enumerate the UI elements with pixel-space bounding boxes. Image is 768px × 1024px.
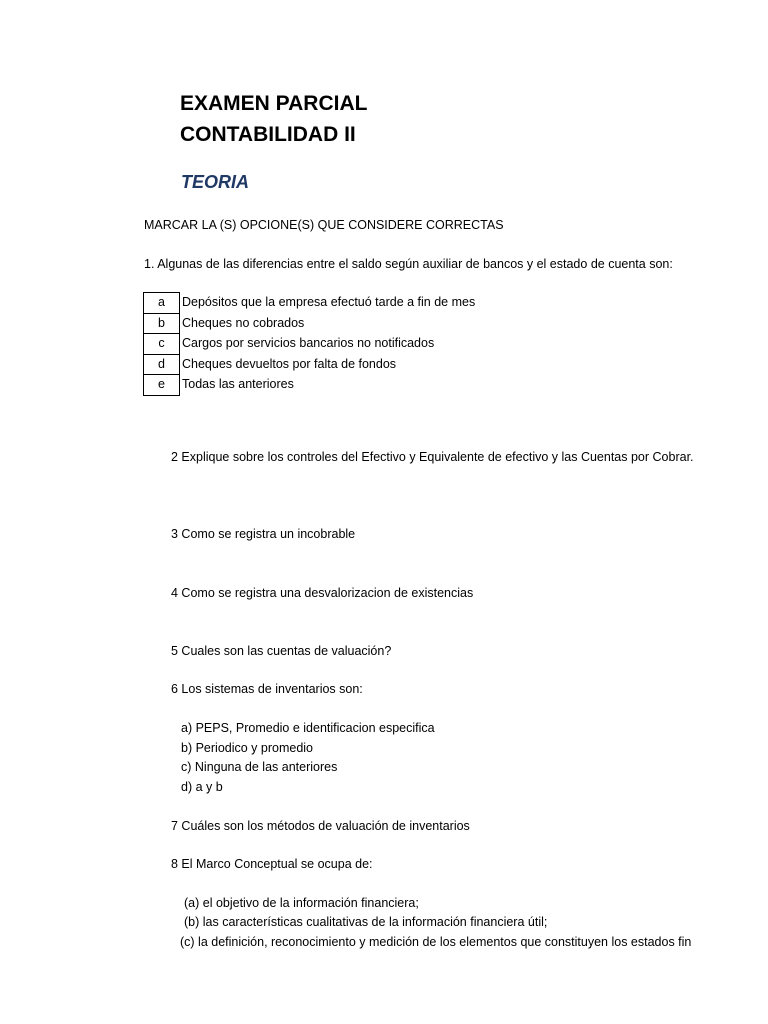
question-6-option: d) a y b [181,780,223,794]
option-text: Todas las anteriores [182,377,294,391]
question-8-item: (c) la definición, reconocimiento y medición de los elementos que constituyen los estados fin [180,935,692,949]
question-6-option: b) Periodico y promedio [181,741,314,755]
question-1-options-table [143,292,476,396]
option-letter: d [144,354,180,375]
question-7: 7 Cuáles son los métodos de valuación de inventarios [171,819,470,833]
option-letter: a [144,293,180,314]
option-row [144,354,476,375]
question-3: 3 Como se registra un incobrable [171,527,356,541]
option-row [144,375,476,396]
exam-title-line1: EXAMEN PARCIAL [180,92,368,115]
question-1: 1. Algunas de las diferencias entre el saldo según auxiliar de bancos y el estado de cuenta son: [144,257,673,271]
option-letter: e [144,375,180,396]
question-4: 4 Como se registra una desvalorizacion de existencias [171,586,474,600]
option-row [144,334,476,355]
option-text: Depósitos que la empresa efectuó tarde a fin de mes [182,295,476,309]
question-6: 6 Los sistemas de inventarios son: [171,682,363,696]
option-letter: c [144,334,180,355]
option-text: Cheques no cobrados [182,315,305,330]
option-row [144,293,476,314]
question-8: 8 El Marco Conceptual se ocupa de: [171,857,373,871]
option-letter: b [144,313,180,334]
option-row [144,313,476,334]
question-8-item: (b) las características cualitativas de la información financiera útil; [184,915,548,929]
exam-title-line2: CONTABILIDAD II [180,123,356,146]
question-2: 2 Explique sobre los controles del Efectivo y Equivalente de efectivo y las Cuentas por Cobrar. [171,450,694,464]
instructions: MARCAR LA (S) OPCIONE(S) QUE CONSIDERE CORRECTAS [144,218,504,232]
section-heading: TEORIA [181,172,250,192]
question-6-option: c) Ninguna de las anteriores [181,760,338,774]
option-text: Cargos por servicios bancarios no notificados [182,336,435,350]
question-6-option: a) PEPS, Promedio e identificacion especifica [181,721,435,735]
option-text: Cheques devueltos por falta de fondos [182,356,397,371]
question-8-item: (a) el objetivo de la información financiera; [184,896,419,910]
question-5: 5 Cuales son las cuentas de valuación? [171,644,392,658]
